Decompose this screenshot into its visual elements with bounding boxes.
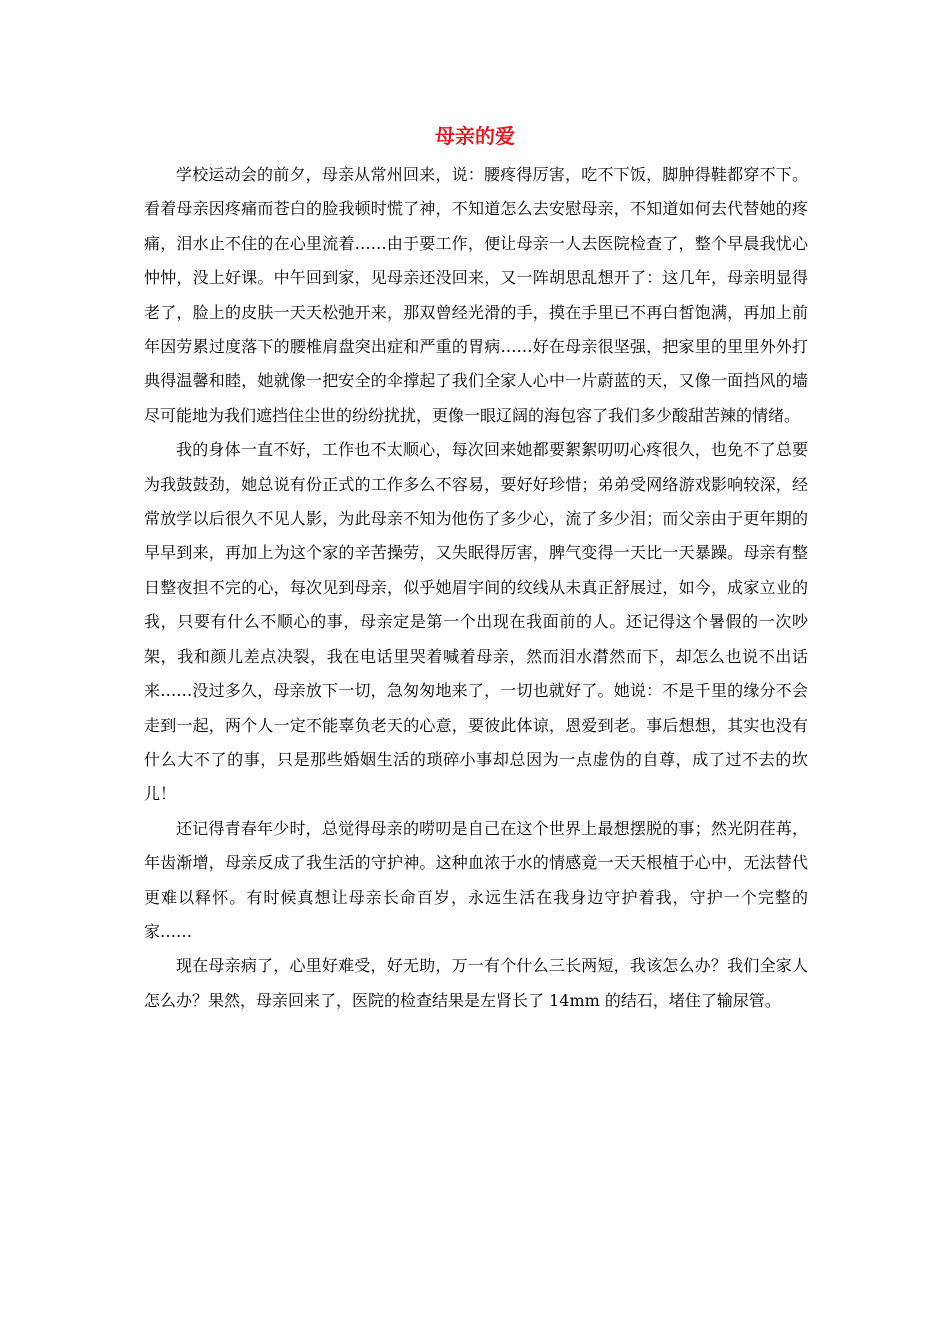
document-title: 母亲的爱 [435, 124, 515, 148]
paragraph-3: 还记得青春年少时，总觉得母亲的唠叨是自己在这个世界上最想摆脱的事；然光阴荏苒，年齿渐增，母亲反成了我生活的守护神。这种血浓于水的情感竟一天天根植于心中，无法替代更难以释怀。有时候真想让母亲长命百岁，永远生活在我身边守护着我，守护一个完整的家…… [144, 818, 808, 941]
document-body [144, 158, 808, 1018]
paragraph-4: 现在母亲病了，心里好难受，好无助，万一有个什么三长两短，我该怎么办？我们全家人怎么办？果然，母亲回来了，医院的检查结果是左肾长了 14mm 的结石，堵住了输尿管。 [144, 956, 808, 1010]
paragraph-2: 我的身体一直不好，工作也不太顺心，每次回来她都要絮絮叨叨心疼很久，也免不了总要为我鼓鼓劲，她总说有份正式的工作多么不容易，要好好珍惜；弟弟受网络游戏影响较深，经常放学以后很久不见人影，为此母亲不知为他伤了多少心，流了多少泪；而父亲由于更年期的早早到来，再加上为这个家的辛苦操劳，又失眠得厉害，脾气变得一天比一天暴躁。母亲有整日整夜担不完的心，每次见到母亲，似乎她眉宇间的纹线从未真正舒展过，如今，成家立业的我，只要有什么不顺心的事，母亲定是第一个出现在我面前的人。还记得这个暑假的一次吵架，我和颜儿差点决裂，我在电话里哭着喊着母亲，然而泪水潸然而下，却怎么也说不出话来……没过多久，母亲放下一切，急匆匆地来了，一切也就好了。她说：不是千里的缘分不会走到一起，两个人一定不能辜负老天的心意，要彼此体谅，恩爱到老。事后想想，其实也没有什么大不了的事，只是那些婚姻生活的琐碎小事却总因为一点虚伪的自尊，成了过不去的坎儿！ [144, 440, 808, 804]
paragraph-1: 学校运动会的前夕，母亲从常州回来，说：腰疼得厉害，吃不下饭，脚肿得鞋都穿不下。看着母亲因疼痛而苍白的脸我顿时慌了神，不知道怎么去安慰母亲，不知道如何去代替她的疼痛，泪水止不住的在心里流着……由于要工作，便让母亲一人去医院检查了，整个早晨我忧心忡忡，没上好课。中午回到家，见母亲还没回来，又一阵胡思乱想开了：这几年，母亲明显得老了，脸上的皮肤一天天松弛开来，那双曾经光滑的手，摸在手里已不再白皙饱满，再加上前年因劳累过度落下的腰椎肩盘突出症和严重的胃病……好在母亲很坚强，把家里的里里外外打典得温馨和睦，她就像一把安全的伞撑起了我们全家人心中一片蔚蓝的天，又像一面挡风的墙尽可能地为我们遮挡住尘世的纷纷扰扰，更像一眼辽阔的海包容了我们多少酸甜苦辣的情绪。 [144, 165, 808, 425]
